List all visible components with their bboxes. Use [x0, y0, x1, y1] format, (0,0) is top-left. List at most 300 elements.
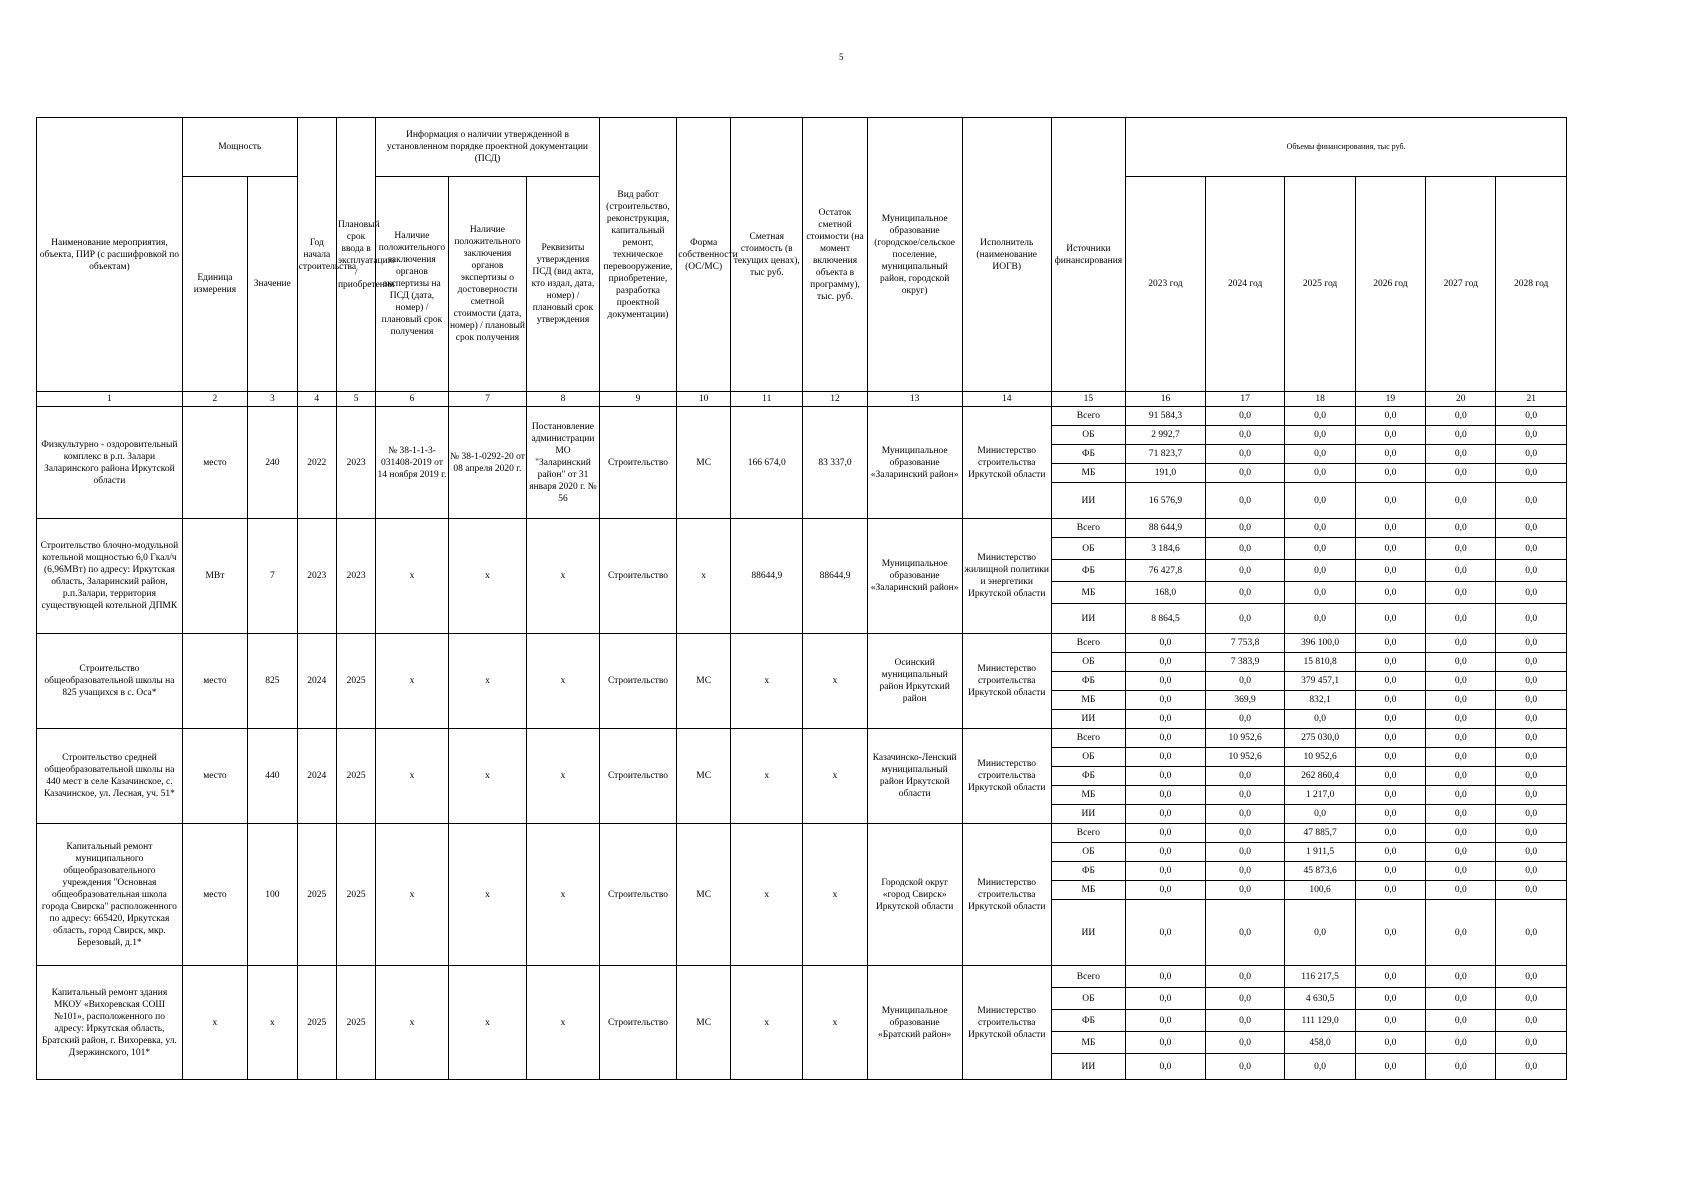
- funding-source: МБ: [1051, 464, 1125, 483]
- object-psd-expertise: № 38-1-1-3-031408-2019 от 14 ноября 2019 г.: [376, 407, 448, 519]
- header-ownership: Форма собственности (ОС/МС): [677, 118, 731, 392]
- header-year-2023: 2023 год: [1126, 177, 1206, 392]
- funding-value: 0,0: [1355, 691, 1425, 710]
- funding-value: 0,0: [1205, 519, 1285, 538]
- funding-value: 0,0: [1355, 582, 1425, 604]
- funding-value: 0,0: [1496, 786, 1567, 805]
- object-psd-expertise: х: [376, 519, 448, 634]
- header-value: Значение: [248, 177, 298, 392]
- funding-source: ОБ: [1051, 653, 1125, 672]
- funding-value: 0,0: [1355, 519, 1425, 538]
- funding-value: 0,0: [1126, 1032, 1206, 1054]
- funding-value: 0,0: [1496, 407, 1567, 426]
- table-row: [37, 729, 1567, 748]
- funding-value: 0,0: [1496, 582, 1567, 604]
- object-value: 7: [248, 519, 298, 634]
- funding-value: 0,0: [1496, 672, 1567, 691]
- funding-value: 0,0: [1426, 519, 1496, 538]
- funding-value: 0,0: [1355, 729, 1425, 748]
- funding-value: 0,0: [1126, 672, 1206, 691]
- funding-value: 0,0: [1496, 426, 1567, 445]
- column-index: 21: [1496, 392, 1567, 407]
- funding-value: 0,0: [1496, 560, 1567, 582]
- funding-value: 0,0: [1496, 710, 1567, 729]
- funding-value: 0,0: [1205, 1010, 1285, 1032]
- object-name: Физкультурно - оздоровительный комплекс в р.п. Залари Заларинского района Иркутской области: [37, 407, 183, 519]
- object-value: 825: [248, 634, 298, 729]
- funding-value: 2 992,7: [1126, 426, 1206, 445]
- column-index: 7: [448, 392, 527, 407]
- funding-source: Всего: [1051, 824, 1125, 843]
- funding-value: 369,9: [1205, 691, 1285, 710]
- funding-value: 0,0: [1496, 538, 1567, 560]
- object-executor: Министерство строительства Иркутской области: [962, 729, 1051, 824]
- funding-source: ОБ: [1051, 538, 1125, 560]
- object-psd-cost: № 38-1-0292-20 от 08 апреля 2020 г.: [448, 407, 527, 519]
- funding-value: 0,0: [1126, 900, 1206, 966]
- funding-value: 0,0: [1426, 538, 1496, 560]
- object-estimated-cost: х: [731, 824, 803, 966]
- header-sources: Источники финансирования: [1051, 118, 1125, 392]
- funding-value: 0,0: [1355, 710, 1425, 729]
- table-row: [37, 407, 1567, 426]
- funding-value: 0,0: [1205, 483, 1285, 519]
- funding-value: 0,0: [1126, 881, 1206, 900]
- funding-value: 0,0: [1205, 407, 1285, 426]
- object-estimated-cost: х: [731, 634, 803, 729]
- header-psd-info: Информация о наличии утвержденной в установленном порядке проектной документации (ПСД): [376, 118, 599, 177]
- funding-value: 0,0: [1426, 604, 1496, 634]
- funding-source: Всего: [1051, 729, 1125, 748]
- funding-value: 0,0: [1355, 604, 1425, 634]
- object-start-year: 2025: [297, 824, 336, 966]
- funding-value: 116 217,5: [1285, 966, 1355, 988]
- funding-value: 458,0: [1285, 1032, 1355, 1054]
- funding-value: 0,0: [1496, 988, 1567, 1010]
- object-unit: х: [182, 966, 247, 1080]
- funding-source: ИИ: [1051, 604, 1125, 634]
- funding-value: 0,0: [1205, 426, 1285, 445]
- funding-source: Всего: [1051, 966, 1125, 988]
- object-psd-requisites: х: [527, 729, 599, 824]
- header-start-year: Год начала строительства: [297, 118, 336, 392]
- funding-value: 0,0: [1126, 653, 1206, 672]
- funding-source: МБ: [1051, 881, 1125, 900]
- object-psd-cost: х: [448, 966, 527, 1080]
- funding-value: 0,0: [1426, 1010, 1496, 1032]
- column-index: 20: [1426, 392, 1496, 407]
- funding-value: 0,0: [1285, 604, 1355, 634]
- funding-value: 0,0: [1205, 604, 1285, 634]
- object-estimated-cost: х: [731, 966, 803, 1080]
- object-estimated-cost: 166 674,0: [731, 407, 803, 519]
- funding-value: 0,0: [1355, 426, 1425, 445]
- funding-value: 0,0: [1496, 881, 1567, 900]
- funding-value: 0,0: [1426, 729, 1496, 748]
- object-psd-cost: х: [448, 729, 527, 824]
- funding-value: 0,0: [1496, 862, 1567, 881]
- object-start-year: 2024: [297, 634, 336, 729]
- funding-source: ОБ: [1051, 426, 1125, 445]
- column-index: 10: [677, 392, 731, 407]
- funding-value: 0,0: [1426, 445, 1496, 464]
- funding-value: 0,0: [1426, 407, 1496, 426]
- funding-value: 0,0: [1126, 988, 1206, 1010]
- funding-value: 0,0: [1496, 483, 1567, 519]
- object-municipality: Муниципальное образование «Заларинский район»: [867, 407, 962, 519]
- object-name: Строительство блочно-модульной котельной мощностью 6,0 Гкал/ч (6,96МВт) по адресу: Иркутская область, Заларинский район, р.п.Залари, территория существующей котельной ДПМК: [37, 519, 183, 634]
- page-number: 5: [839, 52, 844, 62]
- funding-value: 0,0: [1126, 634, 1206, 653]
- header-funding: Объемы финансирования, тыс руб.: [1126, 118, 1567, 177]
- object-remaining-cost: 83 337,0: [803, 407, 867, 519]
- funding-value: 0,0: [1496, 604, 1567, 634]
- funding-value: 0,0: [1426, 710, 1496, 729]
- object-planned-year: 2025: [336, 966, 375, 1080]
- column-index: 8: [527, 392, 599, 407]
- funding-value: 0,0: [1205, 767, 1285, 786]
- object-work-type: Строительство: [599, 729, 677, 824]
- header-estimated-cost: Сметная стоимость (в текущих ценах), тыс руб.: [731, 118, 803, 392]
- funding-value: 0,0: [1496, 900, 1567, 966]
- column-index: 15: [1051, 392, 1125, 407]
- funding-value: 0,0: [1496, 1032, 1567, 1054]
- funding-value: 0,0: [1205, 843, 1285, 862]
- object-executor: Министерство строительства Иркутской области: [962, 407, 1051, 519]
- funding-value: 0,0: [1126, 862, 1206, 881]
- funding-value: 0,0: [1426, 691, 1496, 710]
- column-index: 18: [1285, 392, 1355, 407]
- funding-value: 7 753,8: [1205, 634, 1285, 653]
- funding-value: 0,0: [1355, 900, 1425, 966]
- funding-value: 0,0: [1285, 445, 1355, 464]
- funding-value: 0,0: [1496, 729, 1567, 748]
- object-remaining-cost: х: [803, 824, 867, 966]
- object-ownership: х: [677, 519, 731, 634]
- funding-value: 0,0: [1355, 1010, 1425, 1032]
- funding-value: 0,0: [1205, 966, 1285, 988]
- funding-source: ИИ: [1051, 710, 1125, 729]
- funding-source: ИИ: [1051, 483, 1125, 519]
- funding-value: 0,0: [1496, 464, 1567, 483]
- funding-value: 0,0: [1355, 483, 1425, 519]
- funding-value: 0,0: [1355, 653, 1425, 672]
- object-work-type: Строительство: [599, 634, 677, 729]
- funding-value: 0,0: [1205, 786, 1285, 805]
- funding-value: 0,0: [1126, 843, 1206, 862]
- funding-value: 0,0: [1126, 767, 1206, 786]
- header-work-type: Вид работ (строительство, реконструкция, капитальный ремонт, техническое перевооружение, приобретение, разработка проектной документации): [599, 118, 677, 392]
- funding-value: 0,0: [1205, 988, 1285, 1010]
- header-capacity: Мощность: [182, 118, 297, 177]
- table-row: [37, 634, 1567, 653]
- object-municipality: Осинский муниципальный район Иркутский район: [867, 634, 962, 729]
- object-executor: Министерство строительства Иркутской области: [962, 824, 1051, 966]
- funding-value: 0,0: [1426, 483, 1496, 519]
- funding-value: 0,0: [1355, 1054, 1425, 1080]
- funding-value: 10 952,6: [1205, 748, 1285, 767]
- funding-value: 0,0: [1126, 805, 1206, 824]
- object-ownership: МС: [677, 729, 731, 824]
- funding-source: Всего: [1051, 634, 1125, 653]
- funding-value: 0,0: [1126, 710, 1206, 729]
- header-unit: Единица измерения: [182, 177, 247, 392]
- funding-value: 0,0: [1355, 634, 1425, 653]
- object-unit: место: [182, 824, 247, 966]
- funding-value: 0,0: [1205, 862, 1285, 881]
- funding-source: ОБ: [1051, 843, 1125, 862]
- funding-value: 0,0: [1426, 748, 1496, 767]
- funding-value: 0,0: [1205, 560, 1285, 582]
- object-psd-expertise: х: [376, 729, 448, 824]
- object-municipality: Муниципальное образование «Заларинский район»: [867, 519, 962, 634]
- column-index: 11: [731, 392, 803, 407]
- object-value: х: [248, 966, 298, 1080]
- funding-source: Всего: [1051, 407, 1125, 426]
- table-row: [37, 966, 1567, 988]
- funding-value: 0,0: [1426, 824, 1496, 843]
- table-row: [37, 824, 1567, 843]
- funding-value: 0,0: [1126, 824, 1206, 843]
- funding-value: 0,0: [1205, 710, 1285, 729]
- header-municipality: Муниципальное образование (городское/сельское поселение, муниципальный район, городской округ): [867, 118, 962, 392]
- funding-value: 0,0: [1426, 1054, 1496, 1080]
- funding-value: 1 217,0: [1285, 786, 1355, 805]
- funding-value: 0,0: [1496, 748, 1567, 767]
- funding-table: [36, 117, 1567, 1080]
- object-psd-expertise: х: [376, 966, 448, 1080]
- funding-value: 0,0: [1285, 464, 1355, 483]
- funding-value: 0,0: [1285, 560, 1355, 582]
- funding-source: ИИ: [1051, 805, 1125, 824]
- object-psd-requisites: х: [527, 824, 599, 966]
- object-planned-year: 2025: [336, 729, 375, 824]
- object-psd-cost: х: [448, 634, 527, 729]
- object-start-year: 2023: [297, 519, 336, 634]
- column-index: 17: [1205, 392, 1285, 407]
- funding-value: 0,0: [1285, 407, 1355, 426]
- funding-value: 0,0: [1126, 691, 1206, 710]
- funding-value: 0,0: [1355, 767, 1425, 786]
- object-work-type: Строительство: [599, 519, 677, 634]
- funding-value: 91 584,3: [1126, 407, 1206, 426]
- object-psd-expertise: х: [376, 634, 448, 729]
- object-psd-expertise: х: [376, 824, 448, 966]
- funding-value: 0,0: [1355, 407, 1425, 426]
- column-index: 1: [37, 392, 183, 407]
- funding-value: 0,0: [1496, 691, 1567, 710]
- funding-value: 100,6: [1285, 881, 1355, 900]
- object-municipality: Муниципальное образование «Братский район»: [867, 966, 962, 1080]
- funding-value: 45 873,6: [1285, 862, 1355, 881]
- funding-value: 0,0: [1205, 824, 1285, 843]
- funding-value: 0,0: [1355, 538, 1425, 560]
- funding-value: 0,0: [1496, 653, 1567, 672]
- funding-source: МБ: [1051, 582, 1125, 604]
- funding-value: 4 630,5: [1285, 988, 1355, 1010]
- funding-source: ФБ: [1051, 672, 1125, 691]
- object-executor: Министерство жилищной политики и энергетики Иркутской области: [962, 519, 1051, 634]
- header-year-2025: 2025 год: [1285, 177, 1355, 392]
- funding-source: ОБ: [1051, 748, 1125, 767]
- object-ownership: МС: [677, 407, 731, 519]
- object-unit: МВт: [182, 519, 247, 634]
- funding-value: 0,0: [1205, 805, 1285, 824]
- object-name: Капитальный ремонт муниципального общеобразовательного учреждения "Основная общеобразовательная школа города Свирска" расположенного по адресу: 665420, Иркутская область, город Свирск, мкр. Березовый, д.1*: [37, 824, 183, 966]
- header-year-2026: 2026 год: [1355, 177, 1425, 392]
- header-planned-year: Плановый срок ввода в эксплуатацию / приобретения: [336, 118, 375, 392]
- funding-value: 0,0: [1355, 862, 1425, 881]
- funding-value: 0,0: [1426, 966, 1496, 988]
- funding-value: 0,0: [1496, 767, 1567, 786]
- funding-source: ФБ: [1051, 445, 1125, 464]
- funding-value: 275 030,0: [1285, 729, 1355, 748]
- funding-value: 0,0: [1426, 786, 1496, 805]
- funding-value: 832,1: [1285, 691, 1355, 710]
- funding-value: 15 810,8: [1285, 653, 1355, 672]
- object-psd-cost: х: [448, 824, 527, 966]
- object-executor: Министерство строительства Иркутской области: [962, 966, 1051, 1080]
- funding-source: ФБ: [1051, 862, 1125, 881]
- object-psd-requisites: х: [527, 519, 599, 634]
- funding-value: 0,0: [1426, 767, 1496, 786]
- column-index: 16: [1126, 392, 1206, 407]
- table-row: [37, 519, 1567, 538]
- funding-value: 396 100,0: [1285, 634, 1355, 653]
- column-index: 5: [336, 392, 375, 407]
- funding-source: ФБ: [1051, 767, 1125, 786]
- header-remaining-cost: Остаток сметной стоимости (на момент включения объекта в программу), тыс. руб.: [803, 118, 867, 392]
- object-remaining-cost: 88644,9: [803, 519, 867, 634]
- funding-value: 0,0: [1126, 966, 1206, 988]
- funding-value: 0,0: [1285, 483, 1355, 519]
- funding-value: 0,0: [1205, 881, 1285, 900]
- column-index: 6: [376, 392, 448, 407]
- funding-value: 0,0: [1205, 1032, 1285, 1054]
- funding-value: 0,0: [1496, 445, 1567, 464]
- column-index: 9: [599, 392, 677, 407]
- funding-value: 47 885,7: [1285, 824, 1355, 843]
- funding-value: 0,0: [1285, 900, 1355, 966]
- funding-value: 16 576,9: [1126, 483, 1206, 519]
- object-planned-year: 2023: [336, 407, 375, 519]
- funding-value: 0,0: [1496, 824, 1567, 843]
- object-name: Строительство средней общеобразовательной школы на 440 мест в селе Казачинское, с. Казачинское, ул. Лесная, уч. 51*: [37, 729, 183, 824]
- funding-value: 0,0: [1426, 843, 1496, 862]
- object-unit: место: [182, 729, 247, 824]
- column-index: 19: [1355, 392, 1425, 407]
- funding-value: 0,0: [1355, 464, 1425, 483]
- funding-value: 0,0: [1355, 805, 1425, 824]
- object-work-type: Строительство: [599, 824, 677, 966]
- funding-value: 262 860,4: [1285, 767, 1355, 786]
- funding-value: 0,0: [1126, 1010, 1206, 1032]
- object-name: Строительство общеобразовательной школы на 825 учащихся в с. Оса*: [37, 634, 183, 729]
- object-estimated-cost: 88644,9: [731, 519, 803, 634]
- funding-source: ФБ: [1051, 560, 1125, 582]
- funding-value: 0,0: [1426, 862, 1496, 881]
- object-estimated-cost: х: [731, 729, 803, 824]
- funding-value: 0,0: [1426, 805, 1496, 824]
- object-value: 440: [248, 729, 298, 824]
- funding-value: 0,0: [1426, 900, 1496, 966]
- object-work-type: Строительство: [599, 407, 677, 519]
- header-year-2027: 2027 год: [1426, 177, 1496, 392]
- funding-value: 3 184,6: [1126, 538, 1206, 560]
- funding-value: 0,0: [1285, 519, 1355, 538]
- funding-value: 0,0: [1126, 729, 1206, 748]
- funding-value: 0,0: [1426, 881, 1496, 900]
- column-index: 3: [248, 392, 298, 407]
- object-ownership: МС: [677, 824, 731, 966]
- funding-value: 1 911,5: [1285, 843, 1355, 862]
- funding-value: 0,0: [1126, 786, 1206, 805]
- object-unit: место: [182, 634, 247, 729]
- funding-value: 168,0: [1126, 582, 1206, 604]
- funding-source: ИИ: [1051, 900, 1125, 966]
- funding-value: 0,0: [1355, 824, 1425, 843]
- funding-value: 191,0: [1126, 464, 1206, 483]
- object-ownership: МС: [677, 634, 731, 729]
- funding-value: 0,0: [1426, 560, 1496, 582]
- funding-value: 0,0: [1285, 805, 1355, 824]
- header-executor: Исполнитель (наименование ИОГВ): [962, 118, 1051, 392]
- object-municipality: Казачинско-Ленский муниципальный район Иркутской области: [867, 729, 962, 824]
- object-planned-year: 2025: [336, 824, 375, 966]
- funding-value: 0,0: [1355, 445, 1425, 464]
- funding-source: ФБ: [1051, 1010, 1125, 1032]
- funding-value: 10 952,6: [1205, 729, 1285, 748]
- funding-value: 0,0: [1285, 426, 1355, 445]
- object-start-year: 2024: [297, 729, 336, 824]
- funding-value: 0,0: [1496, 966, 1567, 988]
- funding-value: 0,0: [1496, 1054, 1567, 1080]
- funding-value: 0,0: [1496, 843, 1567, 862]
- header-psd-expertise: Наличие положительного заключения органов экспертизы на ПСД (дата, номер) / плановый срок получения: [376, 177, 448, 392]
- funding-value: 0,0: [1426, 582, 1496, 604]
- object-remaining-cost: х: [803, 729, 867, 824]
- funding-value: 88 644,9: [1126, 519, 1206, 538]
- column-index: 12: [803, 392, 867, 407]
- funding-value: 76 427,8: [1126, 560, 1206, 582]
- funding-value: 0,0: [1426, 1032, 1496, 1054]
- funding-value: 0,0: [1355, 748, 1425, 767]
- funding-value: 0,0: [1355, 843, 1425, 862]
- object-psd-cost: х: [448, 519, 527, 634]
- funding-value: 0,0: [1285, 710, 1355, 729]
- funding-value: 0,0: [1205, 464, 1285, 483]
- object-name: Капитальный ремонт здания МКОУ «Вихоревская СОШ №101», расположенного по адресу: Иркутская область, Братский район, г. Вихоревка, ул. Дзержинского, 101*: [37, 966, 183, 1080]
- object-work-type: Строительство: [599, 966, 677, 1080]
- funding-value: 0,0: [1355, 1032, 1425, 1054]
- object-value: 240: [248, 407, 298, 519]
- funding-value: 71 823,7: [1126, 445, 1206, 464]
- column-index: 4: [297, 392, 336, 407]
- object-planned-year: 2023: [336, 519, 375, 634]
- object-psd-requisites: Постановление администрации МО "Заларинский район" от 31 января 2020 г. № 56: [527, 407, 599, 519]
- object-psd-requisites: х: [527, 634, 599, 729]
- funding-value: 0,0: [1126, 748, 1206, 767]
- funding-value: 379 457,1: [1285, 672, 1355, 691]
- funding-value: 0,0: [1285, 582, 1355, 604]
- funding-value: 0,0: [1496, 1010, 1567, 1032]
- object-municipality: Городской округ «город Свирск» Иркутской области: [867, 824, 962, 966]
- funding-source: ИИ: [1051, 1054, 1125, 1080]
- funding-value: 0,0: [1426, 464, 1496, 483]
- funding-value: 0,0: [1355, 966, 1425, 988]
- header-psd-requisites: Реквизиты утверждения ПСД (вид акта, кто издал, дата, номер) / плановый срок утверждения: [527, 177, 599, 392]
- object-psd-requisites: х: [527, 966, 599, 1080]
